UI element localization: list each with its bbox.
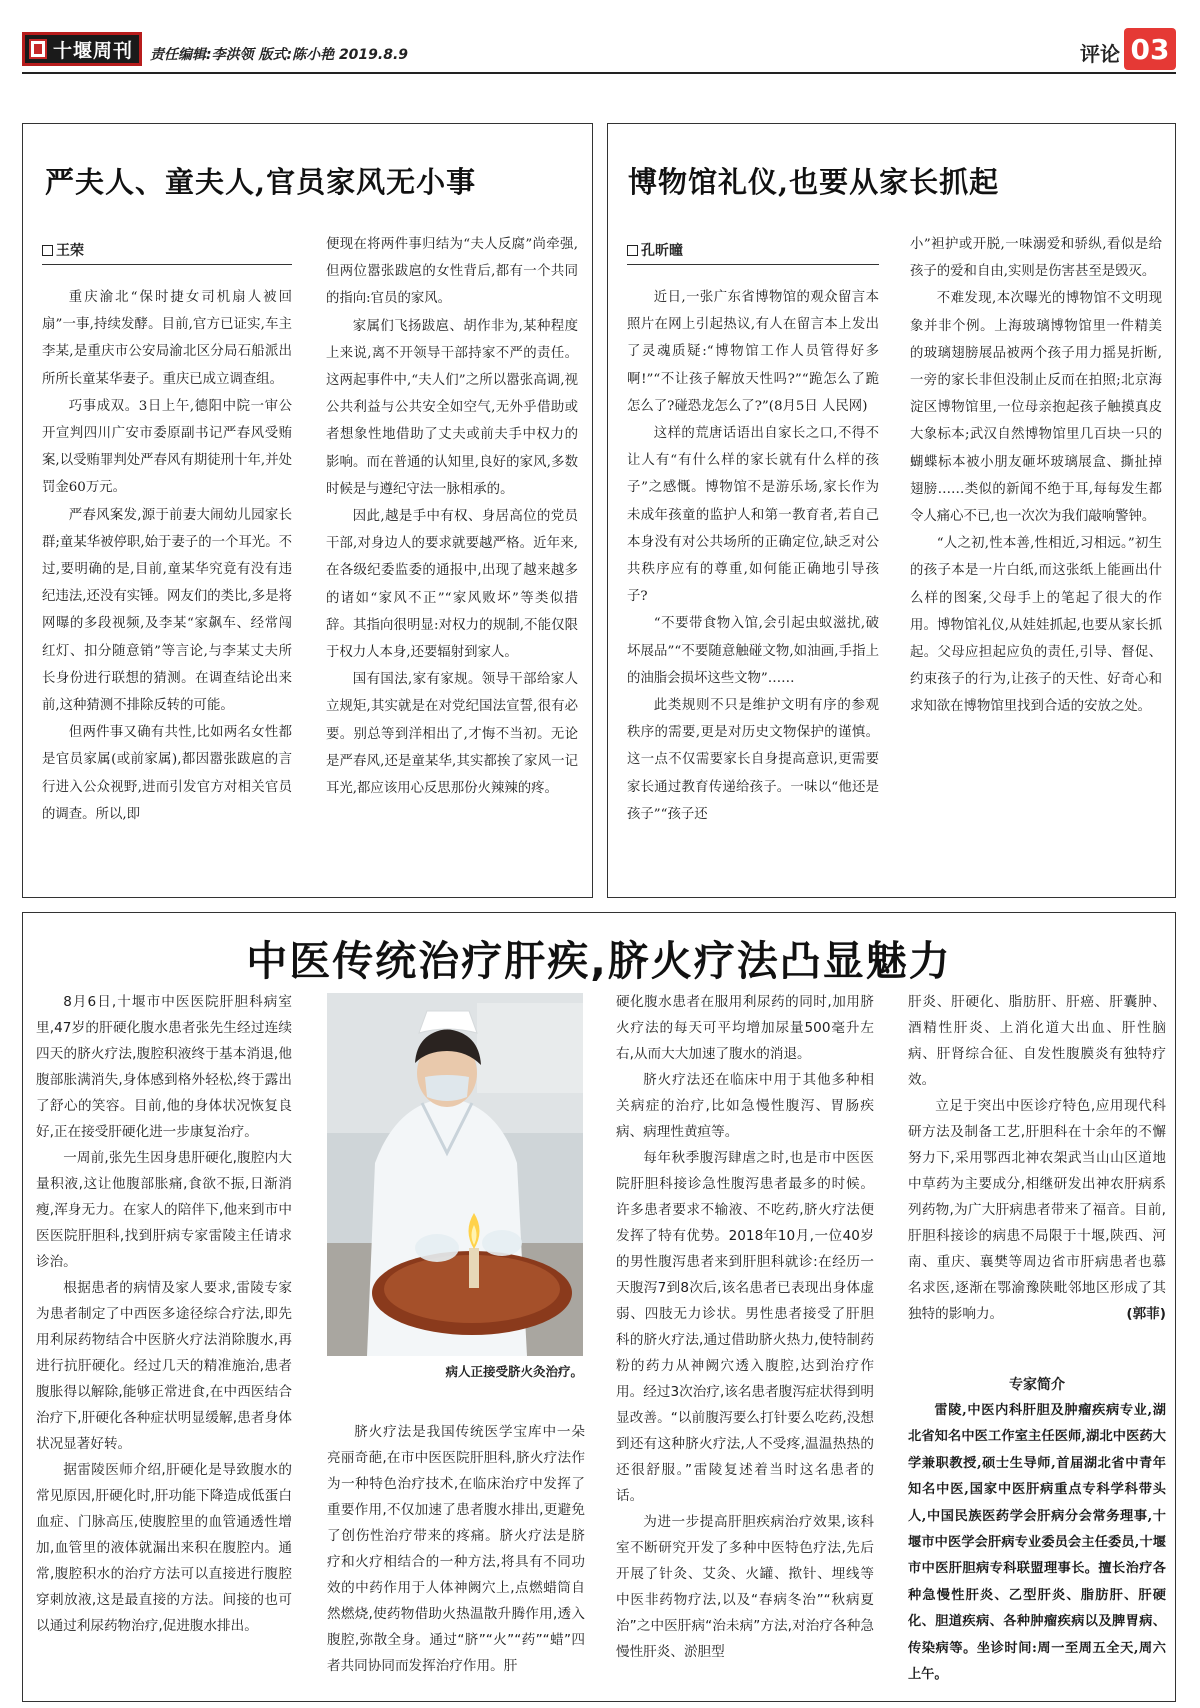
opinion-1-author: 王荣: [56, 243, 84, 259]
paragraph: 近日,一张广东省博物馆的观众留言本照片在网上引起热议,有人在留言本上发出了灵魂质疑:“博物馆工作人员管得好多啊!”“不让孩子解放天性吗?”“跪怎么了跪怎么了?碰恐龙怎么了?”(8月5日 人民网): [627, 290, 879, 414]
expert-heading: 专家简介: [1009, 1377, 1065, 1393]
opinion-2-title: 博物馆礼仪,也要从家长抓起: [628, 165, 1000, 199]
feature-column-2: [327, 1419, 585, 1695]
opinion-2-author: 孔昕曈: [641, 243, 683, 259]
paragraph: 根据患者的病情及家人要求,雷陵专家为患者制定了中西医多途径综合疗法,即先用利尿药物结合中医脐火疗法消除腹水,再进行抗肝硬化。经过几天的精准施治,患者腹胀得以解除,能够正常进食,在中西医结合治疗下,肝硬化各种症状明显缓解,患者身体状况显著好转。: [36, 1280, 292, 1452]
paragraph: [908, 1093, 1166, 1321]
paragraph: 国有国法,家有家规。领导干部给家人立规矩,其实就是在对党纪国法宣誓,很有必要。别总等到洋相出了,才悔不当初。无论是严春风,还是童某华,其实都挨了家风一记耳光,都应该用心反思那份火辣辣的疼。: [326, 672, 578, 797]
paragraph: 但两件事又确有共性,比如两名女性都是官员家属(或前家属),都因嚣张跋扈的言行进入公众视野,进而引发官方对相关官员的调查。所以,即: [42, 725, 292, 822]
photo-caption: 病人正接受脐火灸治疗。: [445, 1364, 583, 1379]
paragraph: 每年秋季腹泻肆虐之时,也是市中医医院肝胆科接诊急性腹泻患者最多的时候。许多患者要求不输液、不吃药,脐火疗法便发挥了特有优势。2018年10月,一位40岁的男性腹泻患者来到肝胆科就诊:在经历一天腹泻7到8次后,该名患者已表现出身体虚弱、四肢无力诊状。男性患者接受了肝胆科的脐火疗法,通过借助脐火热力,使特制药粉的药力从神阙穴透入腹腔,达到治疗作用。经过3次治疗,该名患者腹泻症状得到明显改善。“以前腹泻要么打针要么吃药,没想到还有这种脐火疗法,人不受疼,温温热热的还很舒服。”雷陵复述着当时这名患者的话。: [616, 1150, 874, 1504]
paragraph: 据雷陵医师介绍,肝硬化是导致腹水的常见原因,肝硬化时,肝功能下降造成低蛋白血症、门脉高压,使腹腔里的血管通透性增加,血管里的液体就漏出来积在腹腔内。通常,腹腔积水的治疗方法可以直接进行腹腔穿刺放液,这是最直接的方法。间接的也可以通过利尿药物治疗,促进腹水排出。: [36, 1462, 292, 1634]
opinion-2-column-2: [910, 231, 1162, 867]
paragraph: “不要带食物入馆,会引起虫蚁滋扰,破坏展品”“不要随意触碰文物,如油画,手指上的油脂会损坏这些文物”……: [627, 616, 879, 686]
expert-profile: [908, 1398, 1166, 1694]
paragraph: 脐火疗法是我国传统医学宝库中一朵亮丽奇葩,在市中医医院肝胆科,脐火疗法作为一种特色治疗技术,在临床治疗中发挥了重要作用,不仅加速了患者腹水排出,更避免了创伤性治疗带来的疼痛。脐火疗法是脐疗和火疗相结合的一种方法,将具有不同功效的中药作用于人体神阙穴上,点燃蜡筒自然燃烧,使药物借助火热温散升腾作用,透入腹腔,弥散全身。通过“脐”“火”“药”“蜡”四者共同协同而发挥治疗作用。肝: [327, 1424, 585, 1674]
treatment-photo: [327, 993, 583, 1356]
paragraph: 硬化腹水患者在服用利尿药的同时,加用脐火疗法的每天可平均增加尿量500毫升左右,从而大大加速了腹水的消退。: [616, 994, 874, 1062]
opinion-2-byline: [627, 240, 879, 265]
opinion-2-column-1: [627, 284, 879, 887]
paragraph: 严春风案发,源于前妻大闹幼儿园家长群;童某华被停职,始于妻子的一个耳光。不过,要明确的是,目前,童某华究竟有没有违纪违法,还没有实锤。网友们的类比,多是将网曝的多段视频,及李某“家飙车、经常闯红灯、扣分随意销”等言论,与李某丈夫所长身份进行联想的猜测。在调查结论出来前,这种猜测不排除反转的可能。: [42, 507, 292, 714]
feature-column-3: [616, 989, 874, 1694]
paragraph: 巧事成双。3日上午,德阳中院一审公开宣判四川广安市委原副书记严春风受贿案,以受贿罪判处严春风有期徒刑十年,并处罚金60万元。: [42, 398, 292, 496]
page-number-badge: 03: [1124, 28, 1176, 70]
masthead-logo: [22, 32, 142, 66]
paragraph: 因此,越是手中有权、身居高位的党员干部,对身边人的要求就要越严格。近年来,在各级纪委监委的通报中,出现了越来越多的诸如“家风不正”“家风败坏”等类似措辞。其指向很明显:对权力的规制,不能仅限于权力人本身,还要辐射到家人。: [326, 509, 578, 661]
feature-column-4: [908, 989, 1166, 1321]
paragraph: 一周前,张先生因身患肝硬化,腹腔内大量积液,这让他腹部胀痛,食欲不振,日渐消瘦,浑身无力。在家人的陪伴下,他来到市中医医院肝胆科,找到肝病专家雷陵主任请求诊治。: [36, 1150, 292, 1270]
byline-box-icon: [627, 245, 638, 256]
author-signature: (郭菲): [1126, 1306, 1166, 1321]
header-divider: [22, 72, 1176, 74]
logo-mark-icon: [29, 39, 47, 59]
paragraph: 重庆渝北“保时捷女司机扇人被回扇”一事,持续发酵。目前,官方已证实,车主李某,是重庆市公安局渝北区分局石船派出所所长童某华妻子。重庆已成立调查组。: [42, 290, 292, 387]
paragraph: 不难发现,本次曝光的博物馆不文明现象并非个例。上海玻璃博物馆里一件精美的玻璃翅膀展品被两个孩子用力摇晃折断,一旁的家长非但没制止反而在拍照;北京海淀区博物馆里,一位母亲抱起孩子触摸真皮大象标本;武汉自然博物馆里几百块一只的蝴蝶标本被小朋友砸坏玻璃展盒、撕扯掉翅膀……类似的新闻不绝于耳,每每发生都令人痛心不已,也一次次为我们敲响警钟。: [910, 291, 1162, 525]
paragraph: 这样的荒唐话语出自家长之口,不得不让人有“有什么样的家长就有什么样的孩子”之感慨。博物馆不是游乐场,家长作为未成年孩童的监护人和第一教育者,若自己本身没有对公共场所的正确定位,缺乏对公共秩序应有的尊重,如何能正确地引导孩子?: [627, 426, 879, 605]
masthead-title: 十堰周刊: [52, 39, 133, 62]
paragraph: 家属们飞扬跋扈、胡作非为,某种程度上来说,离不开领导干部持家不严的责任。这两起事件中,“夫人们”之所以嚣张高调,视公共利益与公共安全如空气,无外乎借助或者想象性地借助了丈夫或前夫手中权力的影响。而在普通的认知里,良好的家风,多数时候是与遵纪守法一脉相承的。: [326, 318, 578, 497]
paragraph: “人之初,性本善,性相近,习相远。”初生的孩子本是一片白纸,而这张纸上能画出什么样的图案,父母手上的笔起了很大的作用。博物馆礼仪,从娃娃抓起,也要从家长抓起。父母应担起应负的责任,引导、督促、约束孩子的行为,让孩子的天性、好奇心和求知欲在博物馆里找到合适的安放之处。: [910, 536, 1162, 715]
paragraph: 小”袒护或开脱,一味溺爱和骄纵,看似是给孩子的爱和自由,实则是伤害甚至是毁灭。: [910, 237, 1162, 280]
feature-title: 中医传统治疗肝疾,脐火疗法凸显魅力: [246, 937, 952, 985]
opinion-1-byline: [42, 240, 292, 265]
expert-profile-text: 雷陵,中医内科肝胆及肿瘤疾病专业,湖北省知名中医工作室主任医师,湖北中医药大学兼职教授,硕士生导师,首届湖北省中青年知名中医,国家中医肝病重点专科学科带头人,中国民族医药学会肝病分会常务理事,十堰市中医学会肝病专业委员会主任委员,十堰市中医肝胆病专科联盟理事长。擅长治疗各种急慢性肝炎、乙型肝炎、脂肪肝、肝硬化、胆道疾病、各种肿瘤疾病以及脾胃病、传染病等。坐诊时间:周一至周五全天,周六上午。: [908, 1403, 1166, 1683]
paragraph: 便现在将两件事归结为“夫人反腐”尚牵强,但两位嚣张跋扈的女性背后,都有一个共同的指向:官员的家风。: [326, 237, 578, 307]
byline-box-icon: [42, 245, 53, 256]
treatment-photo-illustration: [327, 993, 583, 1356]
editor-credit-line: 责任编辑:李洪领 版式:陈小艳 2019.8.9: [150, 47, 409, 63]
opinion-1-title: 严夫人、童夫人,官员家风无小事: [45, 165, 477, 199]
opinion-1-column-2: [326, 231, 578, 886]
paragraph: 此类规则不只是维护文明有序的参观秩序的需要,更是对历史文物保护的谨慎。这一点不仅需要家长自身提高意识,更需要家长通过教育传递给孩子。一味以“他还是孩子”“孩子还: [627, 698, 879, 822]
paragraph: 脐火疗法还在临床中用于其他多种相关病症的治疗,比如急慢性腹泻、胃肠疾病、病理性黄疸等。: [616, 1072, 874, 1140]
section-name: 评论: [1080, 42, 1120, 66]
paragraph: 肝炎、肝硬化、脂肪肝、肝癌、肝囊肿、酒精性肝炎、上消化道大出血、肝性脑病、肝肾综合征、自发性腹膜炎有独特疗效。: [908, 994, 1166, 1088]
feature-column-1: [36, 989, 292, 1694]
paragraph: 为进一步提高肝胆疾病治疗效果,该科室不断研究开发了多种中医特色疗法,先后开展了针灸、艾灸、火罐、揿针、埋线等中医非药物疗法,以及“春病冬治”“秋病夏治”之中医肝病“治未病”方法,对治疗各种急慢性肝炎、淤胆型: [616, 1514, 874, 1660]
paragraph: 8月6日,十堰市中医医院肝胆科病室里,47岁的肝硬化腹水患者张先生经过连续四天的脐火疗法,腹腔积液终于基本消退,他腹部胀满消失,身体感到格外轻松,终于露出了舒心的笑容。目前,他的身体状况恢复良好,正在接受肝硬化进一步康复治疗。: [36, 994, 292, 1140]
paragraph-text: 立足于突出中医诊疗特色,应用现代科研方法及制备工艺,肝胆科在十余年的不懈努力下,采用鄂西北神农架武当山山区道地中草药为主要成分,相继研发出神农肝病系列药物,为广大肝病患者带来了福音。目前,肝胆科接诊的病患不局限于十堰,陕西、河南、重庆、襄樊等周边省市肝病患者也慕名求医,逐渐在鄂渝豫陕毗邻地区形成了其独特的影响力。: [908, 1098, 1166, 1321]
opinion-1-column-1: [42, 284, 292, 884]
